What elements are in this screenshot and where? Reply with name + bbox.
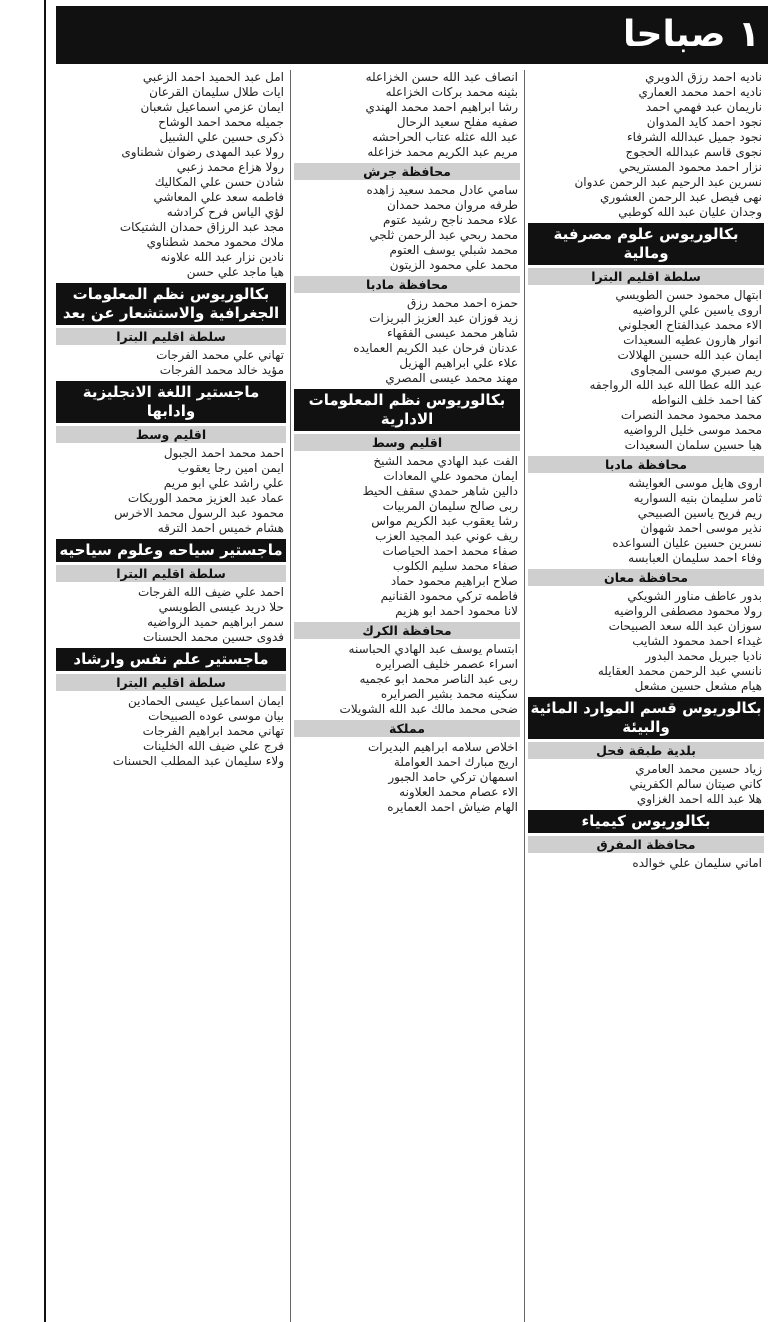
region-heading: مملكة	[294, 720, 520, 737]
name-entry: هشام خميس احمد الترقه	[157, 521, 284, 535]
name-entry: مؤيد خالد محمد الفرجات	[159, 363, 284, 377]
name-entry: الاء عصام محمد العلاونه	[399, 785, 518, 799]
region-heading: سلطة اقليم البترا	[56, 328, 286, 345]
name-entry: احمد محمد احمد الجبول	[163, 446, 284, 460]
name-entry: سكينه محمد بشير الصرايره	[380, 687, 518, 701]
name-entry: تهاني محمد ابراهيم الفرجات	[142, 724, 284, 738]
name-entry: ايمان محمود علي المعادات	[383, 469, 518, 483]
name-entry: محمد موسى خليل الرواضيه	[623, 423, 762, 437]
name-entry: ريف عوني عبد المجيد العزب	[375, 529, 518, 543]
name-entry: علاء علي ابراهيم الهزيل	[399, 356, 518, 370]
name-entry: امل عبد الحميد احمد الزعبي	[142, 70, 284, 84]
name-entry: الاء محمد عبدالفتاح العجلوني	[618, 318, 762, 332]
name-entry: محمد ربحي عبد الرحمن ثلجي	[369, 228, 518, 242]
name-entry: فدوى حسين محمد الحسنات	[143, 630, 284, 644]
name-entry: صفيه مفلح سعيد الرحال	[396, 115, 518, 129]
name-entry: طرفه مروان محمد حمدان	[387, 198, 518, 212]
region-heading: محافظة مادبا	[294, 276, 520, 293]
name-entry: نجوى قاسم عبدالله الحجوج	[625, 145, 762, 159]
name-entry: ابتهال محمود حسن الطويسي	[615, 288, 762, 302]
column-left	[56, 70, 286, 1322]
name-entry: محمد علي محمود الزيتون	[389, 258, 518, 272]
name-entry: ربى صالح سليمان المربيات	[382, 499, 518, 513]
name-entry: فرج علي ضيف الله الخلينات	[142, 739, 284, 753]
name-entry: عبد الله عطا الله عبد الله الرواجفه	[589, 378, 762, 392]
name-entry: هيام مشعل حسين مشعل	[634, 679, 762, 693]
name-entry: عبد الله عثله عتاب الحراحشه	[372, 130, 518, 144]
name-entry: دالين شاهر حمدي سقف الحيط	[362, 484, 518, 498]
name-entry: بدور عاطف مناور الشويكي	[627, 589, 762, 603]
name-entry: شاهر محمد عيسى الفقهاء	[387, 326, 518, 340]
column-divider	[524, 70, 525, 1322]
name-entry: ريم صبري موسى المجاوى	[630, 363, 762, 377]
name-entry: ناديه احمد رزق الدويري	[645, 70, 762, 84]
region-heading: سلطة اقليم البترا	[528, 268, 764, 285]
region-heading: محافظة الكرك	[294, 622, 520, 639]
name-entry: فاطمه سعد علي المعاشي	[153, 190, 284, 204]
name-entry: انوار هارون عطيه السعيدات	[623, 333, 762, 347]
name-entry: اسمهان تركي حامد الجبور	[388, 770, 518, 784]
degree-heading: ماجستير سياحه وعلوم سياحيه	[56, 539, 286, 562]
name-entry: علاء محمد ناجح رشيد عتوم	[383, 213, 518, 227]
name-entry: سامي عادل محمد سعيد زاهده	[366, 183, 518, 197]
name-entry: احمد علي ضيف الله الفرجات	[137, 585, 284, 599]
name-entry: ريم فريح ياسين الصبيحي	[637, 506, 762, 520]
name-entry: اسراء عصمر خليف الصرايره	[375, 657, 518, 671]
degree-heading: بكالوريوس كيمياء	[528, 810, 764, 833]
name-entry: نادين نزار عبد الله علاونه	[160, 250, 284, 264]
name-entry: مهند محمد عيسى المصري	[385, 371, 518, 385]
degree-heading: بكالوريوس نظم المعلومات الجغرافية والاستشعار عن بعد	[56, 283, 286, 325]
name-entry: رشا ابراهيم احمد محمد الهندي	[365, 100, 518, 114]
name-entry: مجد عبد الرزاق حمدان الشتيكات	[119, 220, 284, 234]
name-entry: الفت عبد الهادي محمد الشيخ	[373, 454, 518, 468]
name-entry: غيداء احمد محمود الشايب	[632, 634, 762, 648]
region-heading: اقليم وسط	[56, 426, 286, 443]
name-entry: فاطمه تركي محمود القنانيم	[380, 589, 518, 603]
name-entry: صفاء محمد سليم الكلوب	[392, 559, 518, 573]
name-entry: كاني صيتان سالم الكفريني	[629, 777, 762, 791]
name-entry: ناديا جبريل محمد البدور	[645, 649, 762, 663]
name-entry: محمد شبلي يوسف العتوم	[389, 243, 518, 257]
name-entry: حمزه احمد محمد رزق	[406, 296, 518, 310]
name-entry: هلا عبد الله احمد الغزاوي	[636, 792, 762, 806]
name-entry: هيا حسين سلمان السعيدات	[624, 438, 762, 452]
name-entry: ذكرى حسين علي الشبيل	[159, 130, 284, 144]
name-entry: شادن حسن علي المكاليك	[154, 175, 284, 189]
name-entry: انصاف عبد الله حسن الخزاعله	[365, 70, 518, 84]
name-entry: صفاء محمد احمد الحياصات	[382, 544, 518, 558]
degree-heading: بكالوريوس قسم الموارد المائية والبيئة	[528, 697, 764, 739]
name-entry: رولا هزاع محمد زعبي	[176, 160, 284, 174]
name-entry: محمد محمود محمد النصرات	[620, 408, 762, 422]
region-heading: محافظة المفرق	[528, 836, 764, 853]
name-entry: رولا عبد المهدى رضوان شطناوى	[121, 145, 284, 159]
name-entry: نهى فيصل عبد الرحمن العشوري	[599, 190, 762, 204]
name-entry: ولاء سليمان عبد المطلب الحسنات	[112, 754, 284, 768]
name-entry: رشا يعقوب عبد الكريم مواس	[371, 514, 518, 528]
name-entry: الهام ضياش احمد العمايره	[387, 800, 518, 814]
name-entry: صلاح ابراهيم محمود حماد	[390, 574, 518, 588]
column-right	[528, 70, 764, 1322]
name-entry: ايات طلال سليمان القرعان	[149, 85, 284, 99]
name-entry: ايمن امين رجا يعقوب	[177, 461, 284, 475]
region-heading: محافظة جرش	[294, 163, 520, 180]
name-entry: محمود عبد الرسول محمد الاخرس	[114, 506, 284, 520]
region-heading: سلطة اقليم البترا	[56, 674, 286, 691]
name-entry: عماد عبد العزيز محمد الوريكات	[127, 491, 284, 505]
name-entry: ايمان عبد الله حسين الهلالات	[617, 348, 762, 362]
name-entry: وجدان عليان عبد الله كوطبي	[618, 205, 762, 219]
name-entry: كفا احمد خلف النواطه	[651, 393, 762, 407]
margin-rule	[44, 0, 46, 1322]
name-entry: اروى هايل موسى العوايشه	[628, 476, 762, 490]
name-entry: عدنان فرحان عبد الكريم العمايده	[353, 341, 518, 355]
name-entry: ناريمان عبد فهمي احمد	[645, 100, 762, 114]
name-entry: نذير موسى احمد شهوان	[640, 521, 762, 535]
name-entry: جميله محمد احمد الوشاح	[158, 115, 284, 129]
name-entry: زيد فوزان عبد العزيز البريزات	[369, 311, 518, 325]
column-divider	[290, 70, 291, 1322]
name-entry: بيان موسى عوده الصبيحات	[148, 709, 284, 723]
name-entry: ناديه احمد محمد العماري	[638, 85, 762, 99]
region-heading: محافظة معان	[528, 569, 764, 586]
name-entry: اماني سليمان علي خوالده	[632, 856, 762, 870]
header-bar	[56, 6, 768, 64]
name-entry: وفاء احمد سليمان العبابسه	[628, 551, 762, 565]
name-entry: لؤي الياس فرح كرادشه	[166, 205, 284, 219]
name-entry: ملاك محمود محمد شطناوي	[146, 235, 284, 249]
name-entry: علي راشد علي ابو مريم	[163, 476, 284, 490]
name-entry: نسرين حسين عليان السواعده	[612, 536, 762, 550]
name-entry: اخلاص سلامه ابراهيم البديرات	[367, 740, 518, 754]
name-entry: اريج مبارك احمد العواملة	[393, 755, 518, 769]
name-entry: اروى ياسين علي الرواضيه	[632, 303, 762, 317]
name-entry: مريم عبد الكريم محمد خزاعله	[367, 145, 518, 159]
name-entry: هيا ماجد علي حسن	[186, 265, 284, 279]
name-entry: سمر ابراهيم حميد الرواضيه	[147, 615, 284, 629]
name-entry: رولا محمود مصطفى الرواضيه	[613, 604, 762, 618]
name-entry: نزار احمد محمود المستريحي	[618, 160, 762, 174]
name-entry: ضحى محمد مالك عبد الله الشويلات	[339, 702, 518, 716]
name-entry: زياد حسين محمد العامري	[635, 762, 762, 776]
name-entry: حلا دريد عيسى الطويسي	[158, 600, 284, 614]
name-entry: نجود جميل عبدالله الشرفاء	[627, 130, 762, 144]
degree-heading: بكالوريوس نظم المعلومات الادارية	[294, 389, 520, 431]
region-heading: سلطة اقليم البترا	[56, 565, 286, 582]
name-entry: نجود احمد كايد المدوان	[646, 115, 762, 129]
name-entry: ايمان اسماعيل عيسى الحمادين	[127, 694, 284, 708]
name-entry: ربى عبد الناصر محمد ابو عجميه	[359, 672, 518, 686]
name-entry: سوزان عبد الله سعد الصبيحات	[608, 619, 762, 633]
column-middle	[294, 70, 520, 1322]
name-entry: لانا محمود احمد ابو هزيم	[395, 604, 518, 618]
region-heading: اقليم وسط	[294, 434, 520, 451]
name-entry: ايمان عزمي اسماعيل شعبان	[140, 100, 284, 114]
name-entry: نانسي عبد الرحمن محمد العقايله	[597, 664, 762, 678]
page-title: ١ صباحا	[623, 14, 760, 55]
degree-heading: بكالوريوس علوم مصرفية ومالية	[528, 223, 764, 265]
name-entry: ابتسام يوسف عبد الهادي الحباسنه	[348, 642, 518, 656]
region-heading: بلدية طبقة فحل	[528, 742, 764, 759]
name-entry: بثينه محمد بركات الخزاعله	[385, 85, 518, 99]
degree-heading: ماجستير اللغة الانجليزية وادابها	[56, 381, 286, 423]
name-entry: ثامر سليمان بنيه السواريه	[633, 491, 762, 505]
name-entry: تهاني علي محمد الفرجات	[156, 348, 284, 362]
name-entry: نسرين عبد الرحيم عبد الرحمن عدوان	[574, 175, 762, 189]
region-heading: محافظة مادبا	[528, 456, 764, 473]
degree-heading: ماجستير علم نفس وارشاد	[56, 648, 286, 671]
